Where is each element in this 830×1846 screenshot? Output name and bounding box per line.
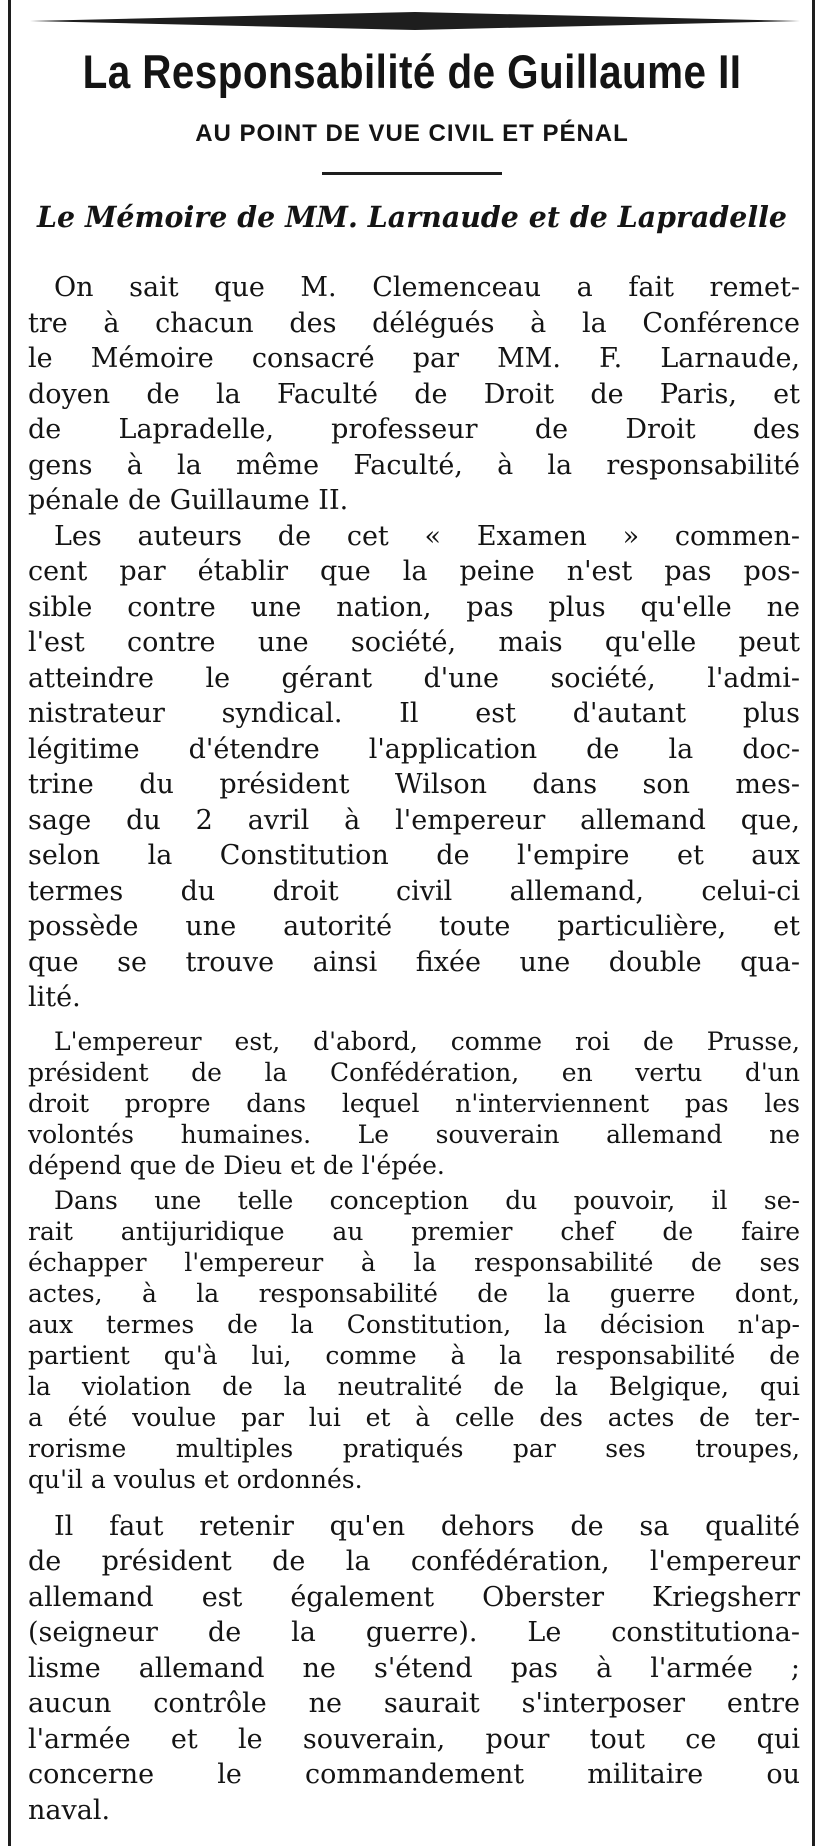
text-line: partient qu'à lui, comme à la responsabilité de (28, 1340, 800, 1370)
text-line: aucun contrôle ne saurait s'interposer entre (28, 1688, 800, 1719)
text-line: président de la Confédération, en vertu d'un (28, 1057, 800, 1087)
text-line: Dans une telle conception du pouvoir, il se- (54, 1185, 800, 1215)
text-line: rorisme multiples pratiqués par ses troupes, (28, 1433, 800, 1463)
text-line: nistrateur syndical. Il est d'autant plus (28, 698, 800, 729)
paragraph-1 (28, 270, 800, 519)
text-line: sage du 2 avril à l'empereur allemand que, (28, 804, 800, 836)
text-line: doyen de la Faculté de Droit de Paris, et (28, 378, 800, 410)
paragraph-4 (28, 1185, 800, 1495)
column-rule-left (8, 0, 11, 1846)
text-line: actes, à la responsabilité de la guerre dont, (28, 1278, 800, 1308)
text-line: que se trouve ainsi fixée une double qua- (28, 946, 800, 978)
text-line: légitime d'étendre l'application de la doc- (28, 733, 800, 765)
text-line: volontés humaines. Le souverain allemand ne (28, 1119, 800, 1149)
headline: La Responsabilité de Guillaume II (82, 45, 742, 98)
text-line: termes du droit civil allemand, celui-ci (28, 875, 800, 907)
text-line: dépend que de Dieu et de l'épée. (28, 1150, 445, 1180)
text-line: le Mémoire consacré par MM. F. Larnaude, (28, 343, 800, 374)
text-line: selon la Constitution de l'empire et aux (28, 840, 800, 871)
text-line: l'est contre une société, mais qu'elle peut (28, 627, 800, 658)
subheadline: AU POINT DE VUE CIVIL ET PÉNAL (195, 120, 629, 147)
text-line: cent par établir que la peine n'est pas pos- (28, 556, 800, 587)
top-ornament-rule (30, 12, 800, 30)
text-line: tre à chacun des délégués à la Conférence (28, 307, 800, 339)
text-line: Il faut retenir qu'en dehors de sa qualité (54, 1510, 800, 1542)
text-line: la violation de la neutralité de la Belgique, qui (28, 1371, 800, 1401)
text-line: naval. (28, 1794, 111, 1826)
text-line: l'armée et le souverain, pour tout ce qui (28, 1723, 800, 1755)
article-body (28, 270, 800, 1828)
text-line: sible contre une nation, pas plus qu'elle ne (28, 591, 800, 623)
text-line: droit propre dans lequel n'interviennent pas les (28, 1088, 800, 1118)
text-line: atteindre le gérant d'une société, l'admi- (28, 662, 800, 694)
text-line: de Lapradelle, professeur de Droit des (28, 414, 800, 445)
paragraph-5 (28, 1509, 800, 1829)
text-line: lisme allemand ne s'étend pas à l'armée ; (28, 1652, 800, 1684)
text-line: de président de la confédération, l'empereur (28, 1546, 800, 1577)
text-line: échapper l'empereur à la responsabilité de ses (28, 1247, 800, 1277)
paragraph-2 (28, 519, 800, 1016)
text-line: lité. (28, 982, 81, 1013)
text-line: possède une autorité toute particulière, et (28, 911, 800, 942)
text-line: (seigneur de la guerre). Le constitutiona- (28, 1617, 800, 1648)
text-line: rait antijuridique au premier chef de faire (28, 1216, 800, 1246)
text-line: On sait que M. Clemenceau a fait remet- (54, 272, 800, 303)
text-line: concerne le commandement militaire ou (28, 1759, 800, 1790)
text-line: pénale de Guillaume II. (28, 485, 349, 516)
text-line: aux termes de la Constitution, la décision n'ap- (28, 1309, 800, 1339)
column-rule-right (812, 0, 815, 1846)
text-line: a été voulue par lui et à celle des actes de ter- (28, 1402, 800, 1432)
paragraph-3 (28, 1026, 800, 1181)
section-title: Le Mémoire de MM. Larnaude et de Lapradelle (36, 200, 788, 234)
text-line: allemand est également Oberster Kriegsherr (28, 1581, 800, 1613)
section-divider (322, 172, 502, 175)
text-line: trine du président Wilson dans son mes- (28, 769, 800, 800)
text-line: L'empereur est, d'abord, comme roi de Prusse, (54, 1026, 800, 1056)
text-line: qu'il a voulus et ordonnés. (28, 1464, 363, 1494)
text-line: gens à la même Faculté, à la responsabilité (28, 449, 800, 481)
text-line: Les auteurs de cet « Examen » commen- (54, 520, 800, 552)
